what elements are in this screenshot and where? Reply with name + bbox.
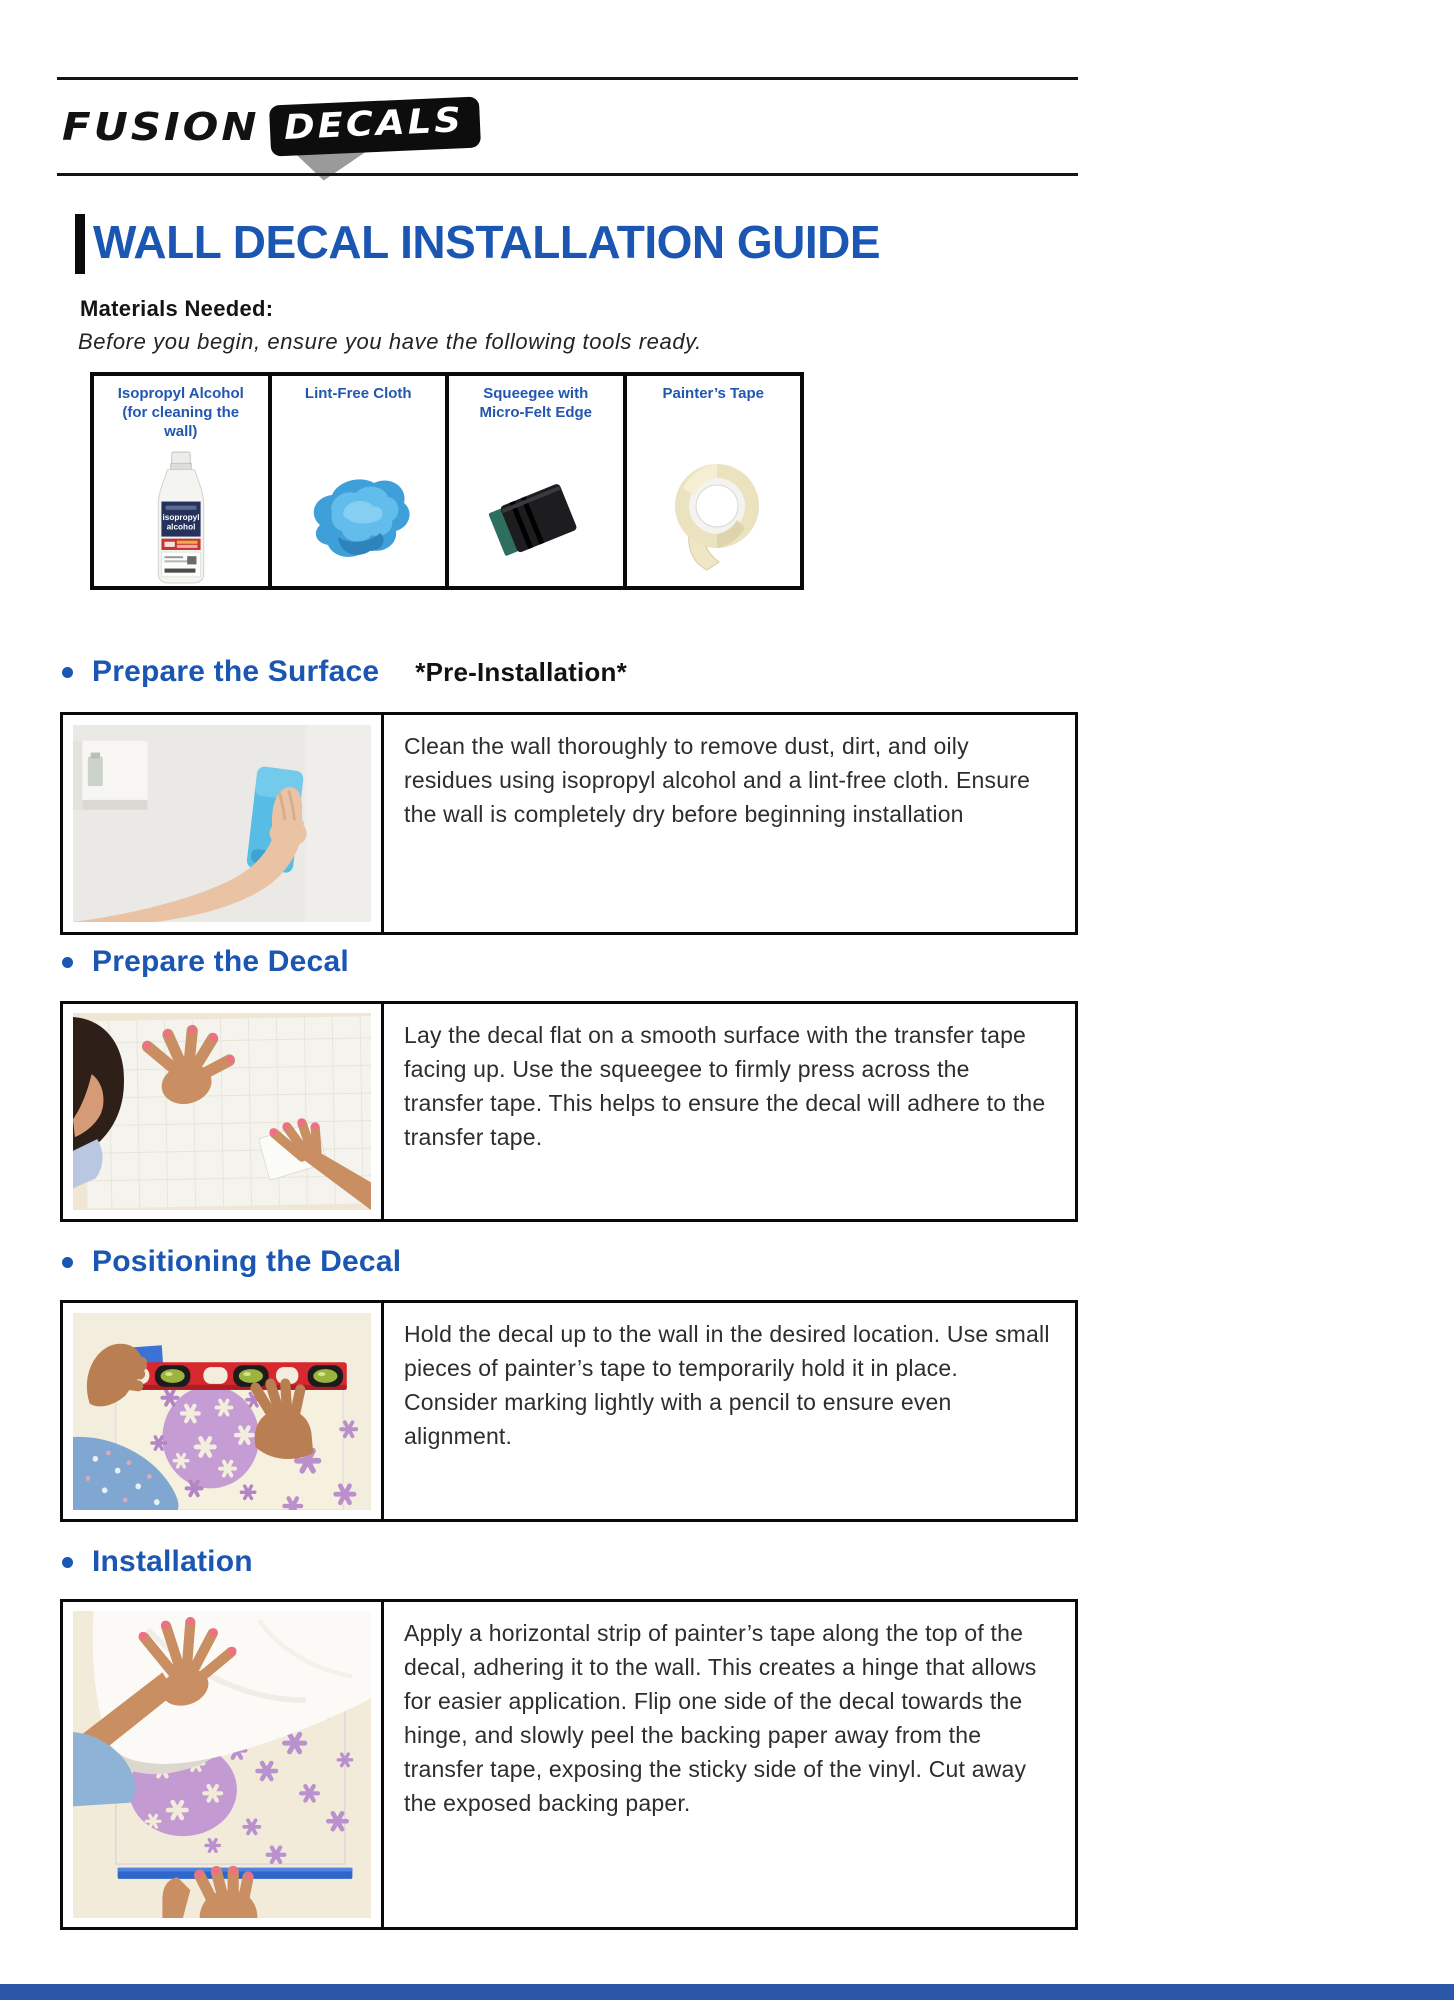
lint-free-cloth-image — [298, 467, 418, 567]
photo-cell — [63, 715, 384, 932]
section-body: Apply a horizontal strip of painter’s tape along the top of the decal, adhering it to the wall. This creates a hinge that allows for easier application. Flip one side of the decal towards the hinge, and slowly peel the backing paper away from the transfer tape, exposing the sticky side of the vinyl. Cut away the exposed backing paper. — [404, 1620, 1037, 1816]
material-label: Painter’s Tape — [662, 385, 764, 402]
section-body: Lay the decal flat on a smooth surface with the transfer tape facing up. Use the squeegee to firmly press across the transfer tape. This helps to ensure the decal will adhere to the transfer tape. — [404, 1022, 1046, 1150]
pre-installation-note: *Pre-Installation* — [415, 656, 627, 687]
peel-decal-photo — [73, 1611, 371, 1918]
section-body: Hold the decal up to the wall in the desired location. Use small pieces of painter’s tape to temporarily hold it in place. Consider marking lightly with a pencil to ensure even alignment. — [404, 1321, 1050, 1449]
section-body: Clean the wall thoroughly to remove dust, dirt, and oily residues using isopropyl alcohol and a lint-free cloth. Ensure the wall is completely dry before beginning installation — [404, 733, 1031, 827]
section-installation — [60, 1599, 1078, 1930]
brand-logo — [62, 84, 480, 168]
materials-intro: Before you begin, ensure you have the following tools ready. — [78, 329, 702, 354]
material-label: Squeegee with Micro-Felt Edge — [479, 385, 592, 421]
section-heading-prepare-decal — [62, 945, 349, 979]
material-isopropyl-alcohol — [94, 376, 272, 586]
material-squeegee — [449, 376, 627, 586]
material-lint-free-cloth — [272, 376, 450, 586]
header-top-rule — [57, 77, 1078, 80]
brand-logo-fusion-text: FUSION — [62, 103, 260, 149]
bullet-icon — [62, 957, 73, 968]
photo-cell — [63, 1602, 384, 1927]
bullet-icon — [62, 1257, 73, 1268]
section-prepare-decal — [60, 1001, 1078, 1222]
section-positioning-decal — [60, 1300, 1078, 1522]
photo-cell — [63, 1004, 384, 1219]
section-title: Positioning the Decal — [92, 1245, 402, 1278]
section-title: Installation — [92, 1545, 253, 1578]
materials-table — [90, 372, 804, 590]
section-heading-installation — [62, 1545, 253, 1579]
squeegee-image — [477, 464, 595, 570]
bottle-label-line-1: isopropyl — [162, 513, 200, 523]
level-decal-photo — [73, 1313, 371, 1510]
page-title: WALL DECAL INSTALLATION GUIDE — [75, 214, 880, 274]
brand-logo-decals-text: DECALS — [282, 99, 465, 147]
bottle-label-line-2: alcohol — [166, 522, 196, 532]
section-heading-positioning-decal — [62, 1245, 401, 1279]
painters-tape-image — [657, 458, 769, 576]
alcohol-bottle-image — [133, 450, 229, 584]
section-heading-prepare-surface — [62, 655, 627, 689]
photo-cell — [63, 1303, 384, 1519]
bullet-icon — [62, 1557, 73, 1568]
material-label: Lint-Free Cloth — [304, 385, 412, 402]
section-title: Prepare the Decal — [92, 945, 349, 978]
materials-heading: Materials Needed: — [80, 296, 274, 321]
section-prepare-surface — [60, 712, 1078, 935]
material-painters-tape — [627, 376, 801, 586]
header-bottom-rule — [57, 173, 1078, 176]
section-title: Prepare the Surface — [92, 655, 380, 688]
bullet-icon — [62, 667, 73, 678]
brand-logo-sticker — [270, 101, 480, 152]
press-decal-photo — [73, 1013, 371, 1210]
material-label: Isopropyl Alcohol (for cleaning the wall) — [117, 385, 244, 440]
clean-wall-photo — [73, 725, 371, 922]
footer-accent-bar — [0, 1984, 1454, 2000]
